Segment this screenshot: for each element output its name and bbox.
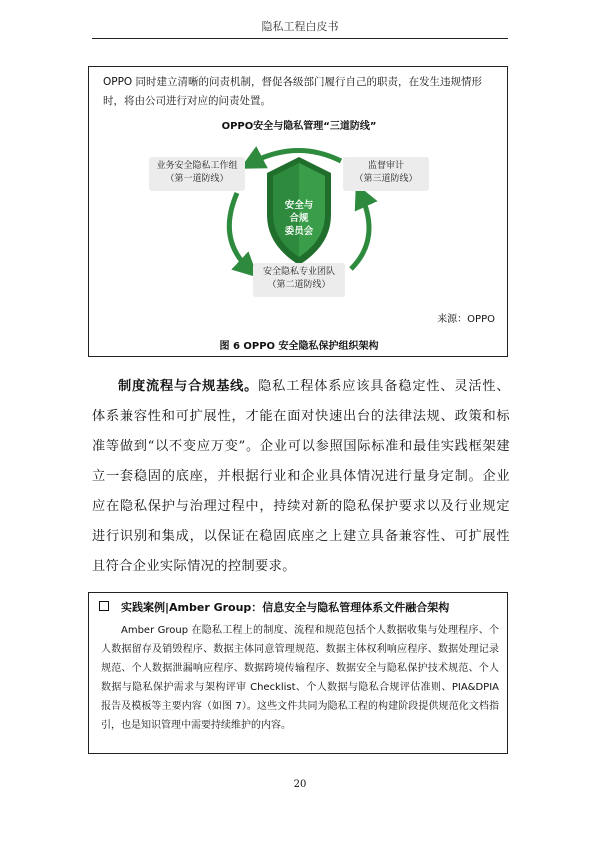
cycle-arrow-right: [351, 195, 369, 269]
third-line-node: [343, 157, 429, 191]
header-rule: [92, 38, 508, 39]
shield-label-line: 委员会: [284, 226, 314, 237]
node-label: 监督审计: [367, 161, 404, 171]
diagram-title: OPPO安全与隐私管理“三道防线”: [221, 121, 377, 132]
body-paragraph: [92, 372, 510, 582]
case-study-text: Amber Group 在隐私工程上的制度、流程和规范包括个人数据收集与处理程序、个人数据留存及销毁程序、数据主体同意管理规范、数据主体权利响应程序、数据处理记录规范、个人数据泄漏响应程序、数据跨境传输程序、数据安全与隐私保护技术规范、个人数据与隐私保护需求与架构评审 Checklist、个人数据与隐私合规评估准则、PIA&DPIA 报告及模板等主要内容（如图 7）。这些文件共同为隐私工程的构建阶段提供规范化文档指引，也是知识管理中需要持续维护的内容。: [101, 625, 499, 731]
figure-source: 来源：OPPO: [437, 314, 495, 325]
page-number: 20: [293, 779, 307, 790]
case-title-text: 实践案例|Amber Group：信息安全与隐私管理体系文件融合架构: [121, 601, 450, 614]
paragraph-text: 隐私工程体系应该具备稳定性、灵活性、体系兼容性和可扩展性，才能在面对快速出台的法律法规、政策和标准等做到“以不变应万变”。企业可以参照国际标准和最佳实践框架建立一套稳固的底座，并根据行业和企业具体情况进行量身定制。企业应在隐私保护与治理过程中，持续对新的隐私保护要求以及行业规定进行识别和集成，以保证在稳固底座之上建立具备兼容性、可扩展性且符合企业实际情况的控制要求。: [92, 379, 510, 574]
shield-label-line: 合规: [289, 213, 309, 224]
second-line-node: [253, 263, 345, 297]
running-header: 隐私工程白皮书: [261, 20, 339, 33]
checkbox-icon: [99, 601, 109, 611]
shield-label-line: 安全与: [284, 200, 314, 211]
case-study-title: [99, 599, 499, 615]
case-study-box: [88, 592, 508, 754]
node-label: 安全隐私专业团队: [262, 267, 335, 277]
shield-label: [269, 199, 329, 238]
node-label: 业务安全隐私工作组: [156, 161, 238, 171]
three-lines-diagram: [89, 117, 509, 317]
figure-caption: 图 6 OPPO 安全隐私保护组织架构: [219, 341, 379, 352]
paragraph-lead: 制度流程与合规基线。: [118, 379, 259, 394]
figure-box: [88, 66, 508, 357]
node-sublabel: （第三道防线）: [354, 174, 418, 184]
cycle-arrow-left: [229, 193, 249, 269]
node-sublabel: （第二道防线）: [267, 280, 331, 290]
first-line-node: [149, 157, 245, 191]
node-sublabel: （第一道防线）: [165, 174, 229, 184]
figure-intro-text: OPPO 同时建立清晰的问责机制，督促各级部门履行自己的职责，在发生违规情形时，将由公司进行对应的问责处置。: [103, 76, 483, 107]
